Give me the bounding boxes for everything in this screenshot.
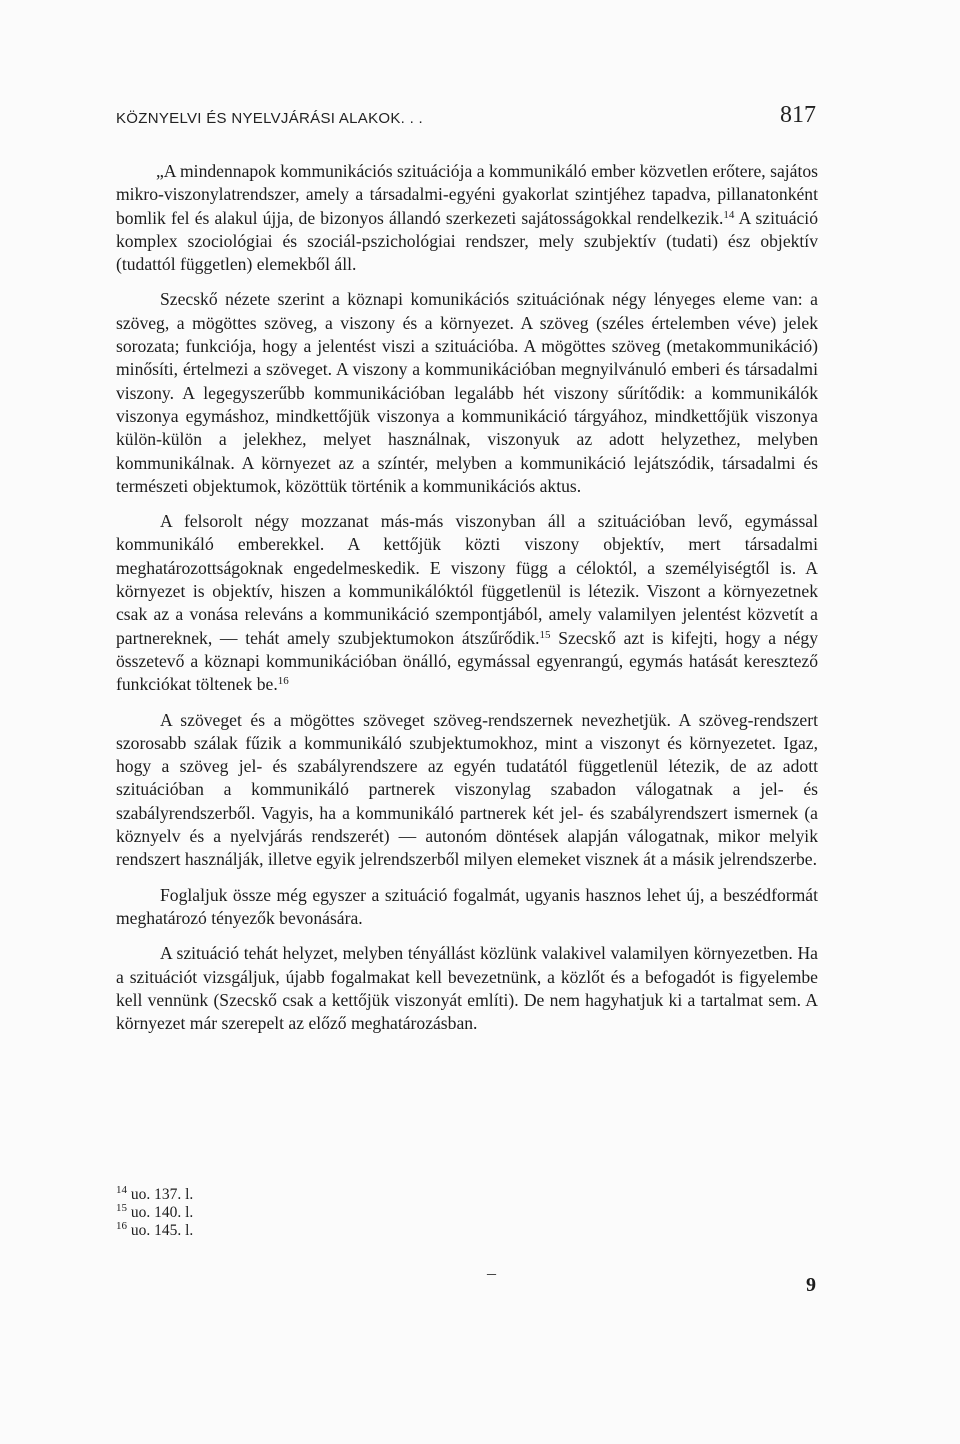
paragraph-text: A szituáció komplex szociológiai és szociál-pszichológiai rendszer, mely szubjektív (tudati) ész objektív (tudattól független) elemekből áll. [116,207,818,275]
footnote [116,1222,193,1240]
footnote-ref: 15 [539,628,551,641]
footnote-number: 15 [116,1202,127,1214]
paragraph [116,510,818,696]
bottom-dash: – [487,1263,496,1283]
sheet-number: 9 [806,1274,816,1296]
page-header [116,102,816,134]
footnote-number: 14 [116,1184,127,1196]
footnote [116,1186,193,1204]
footnote [116,1204,193,1222]
paragraph-text: Szecskő nézete szerint a köznapi komunikációs szituációnak négy lényeges eleme van: a szöveg, a mögöttes szöveg, a viszony és a környezet. A szöveg (széles értelemben véve) jelek sorozata; funkciója, hogy a jelentést viszi a szituációba. A mögöttes szöveg (metakommunikáció) minősíti, értelmezi a szöveget. A viszony a kommunikációban megnyilvánuló emberi és társadalmi viszony. A legegyszerűbb kommunikációban legalább hét viszony sűrítődik: a kommunikálók viszonya egymáshoz, mindkettőjük viszonya a kommunikáció tárgyához, mindkettőjük viszonya külön-külön a jelekhez, melyet használnak, viszonyuk az adott helyzethez, melyben kommunikálnak. A környezet az a színtér, melyben a kommunikáció lejátszódik, társadalmi és természeti objektumok, közöttük történik a kommunikációs aktus. [116,289,818,496]
paragraph-text: Foglaljuk össze még egyszer a szituáció fogalmát, ugyanis hasznos lehet új, a beszédformát meghatározó tényezők bevonására. [116,884,818,928]
footnote-number: 16 [116,1220,127,1232]
running-head: KÖZNYELVI ÉS NYELVJÁRÁSI ALAKOK. . . [116,110,424,127]
paragraph-text: A szöveget és a mögöttes szöveget szöveg-rendszernek nevezhetjük. A szöveg-rendszert szorosabb szálak fűzik a kommunikáló szubjektumokhoz, mint a viszonyt és környezetet. Igaz, hogy a szöveg jel- és szabályrendszere az egyén tudatától függetlenül létezik, de az adott szituációban a kommunikáló partnerek viszonylag szabadon válogatnak a jel- és szabályrendszerből. Vagyis, ha a kommunikáló partnerek két jel- és szabályrendszert ismernek (a köznyelv és a nyelvjárás rendszerét) — autonóm döntések alapján válogatnak, mikor melyik rendszert használják, illetve egyik jelrendszerből milyen elemeket visznek át a másik jelrendszerbe. [116,709,818,870]
body-text [116,160,818,1047]
footnotes [116,1186,193,1240]
footnote-ref: 16 [277,675,289,688]
paragraph-text: Szecskő azt is kifejti, hogy a négy összetevő a köznapi kommunikációban önálló, egymással egyenrangú, egymás hatását keresztező funkciókat töltenek be. [116,627,818,695]
paragraph [116,884,818,931]
paragraph [116,942,818,1035]
footnote-text: uo. 145. l. [130,1222,194,1239]
page-number: 817 [780,102,816,128]
paragraph [116,160,818,276]
footnote-text: uo. 140. l. [130,1204,194,1221]
footnote-text: uo. 137. l. [130,1186,194,1203]
paragraph [116,288,818,498]
paragraph-text: A felsorolt négy mozzanat más-más viszonyban áll a szituációban levő, egymással kommunikáló emberekkel. A kettőjük közti viszony objektív, mert társadalmi meghatározottságoknak engedelmeskedik. E viszony függ a céloktól, a személyiségtől is. A környezet is objektív, hiszen a kommunikálóktól függetlenül is létezik. Viszont a környezetnek csak az a vonása releváns a kommunikáció szempontjából, amely valamilyen jelentést közvetít a partnereknek, — tehát amely szubjektumokon átszűrődik. [116,511,818,648]
paragraph [116,709,818,872]
footnote-ref: 14 [723,208,735,221]
paragraph-text: „A mindennapok kommunikációs szituációja a kommunikáló ember közvetlen erőtere, sajátos mikro-viszonylatrendszer, amely a társadalmi-egyéni gyakorlat szintjéhez tapadva, pillanatonként bomlik fel és alakul újja, de bizonyos állandó szerkezeti sajátosságokkal rendelkezik. [116,161,818,228]
paragraph-text: A szituáció tehát helyzet, melyben tényállást közlünk valakivel valamilyen környezetben. Ha a szituációt vizsgáljuk, újabb fogalmakat kell bevezetnünk, a közlőt és a befogadót is figyelembe kell vennünk (Szecskő csak a kettőjük viszonyát említi). De nem hagyhatjuk ki a tartalmat sem. A környezet már szerepelt az előző meghatározásban. [116,943,818,1034]
